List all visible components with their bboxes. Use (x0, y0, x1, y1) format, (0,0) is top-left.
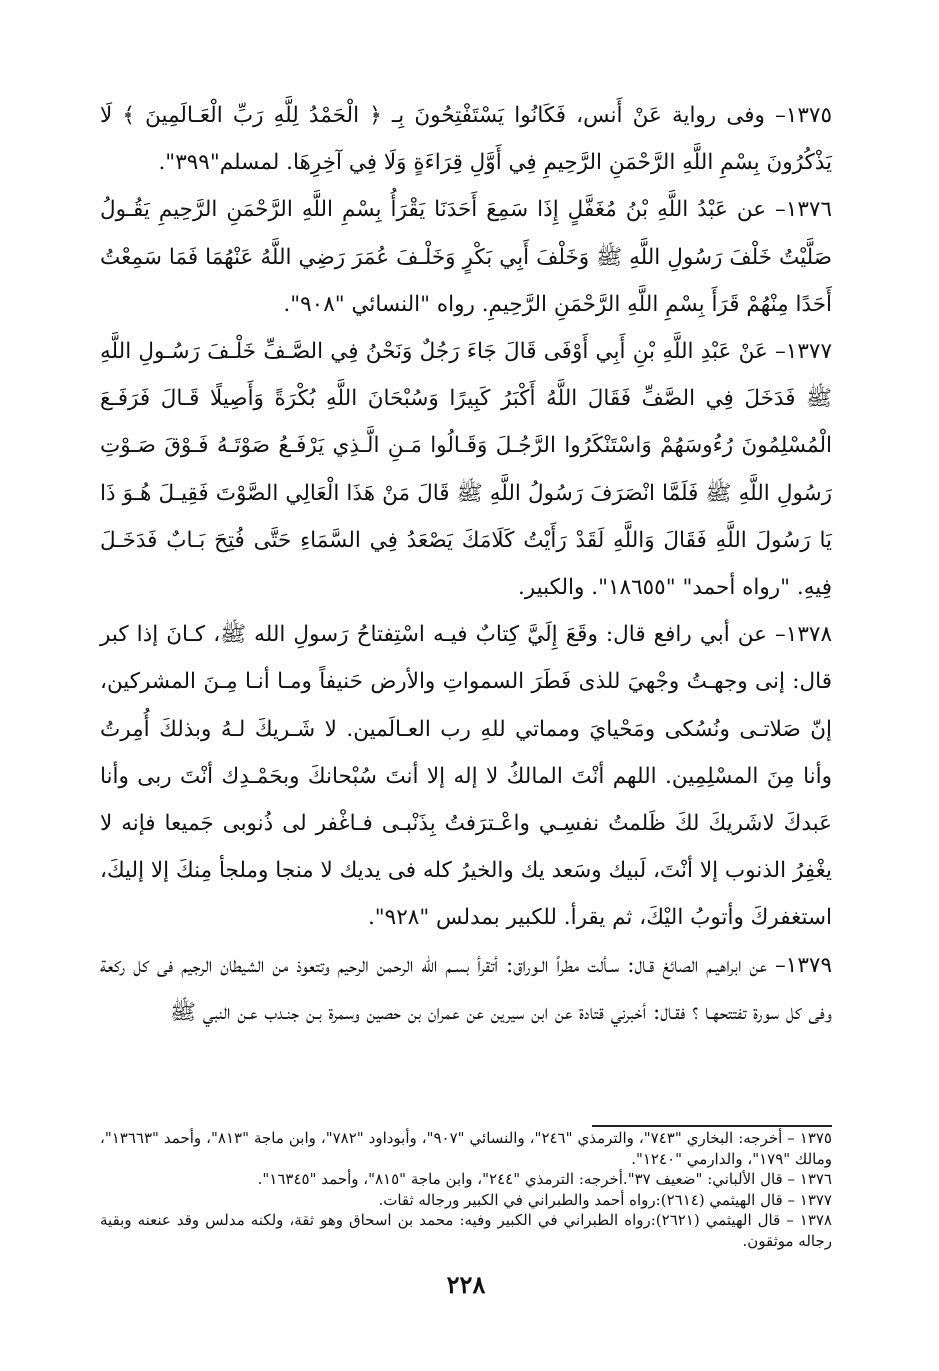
footnote-1375: ١٣٧٥ – أخرجه: البخاري "٧٤٣"، والترمذي "٢٤٦"، والنسائي "٩٠٧"، وأبوداود "٧٨٢"، وابن ماجة "٨١٣"، وأحمد "١٣٦٦٣"، ومالك "١٧٩"، والدارمي "١٢٤٠". (100, 1129, 832, 1168)
footnote-1378: ١٣٧٨ – قال الهيثمي (٢٦٢١):رواه الطبراني في الكبير وفيه: محمد بن اسحاق وهو ثقة، ولكنه مدلس وقد عنعنه وبقية رجاله موثقون. (100, 1211, 832, 1250)
footnote-1376: ١٣٧٦ – قال الألباني: "ضعيف ٣٧".أخرجه: الترمذي "٢٤٤"، وابن ماجة "٨١٥"، وأحمد "١٦٣٤٥". (257, 1170, 832, 1188)
hadith-1377: ١٣٧٧– عَنْ عَبْدِ اللَّهِ بْنِ أَبِي أَوْفَى قَالَ جَاءَ رَجُلٌ وَنَحْنُ فِي الصَّـفِّ خَلْـفَ رَسُـولِ اللَّهِ ﷺ فَدَخَلَ فِي الصَّفِّ فَقَالَ اللَّهُ أَكْبَرُ كَبِيرًا وَسُبْحَانَ اللَّهِ بُكْرَةً وَأَصِيلًا قَـالَ فَرَفَـعَ الْمُسْلِمُونَ رُءُوسَهُمْ وَاسْتَنْكَرُوا الرَّجُـلَ وَقَـالُوا مَـنِ الَّـذِي يَرْفَـعُ صَوْتَـهُ فَـوْقَ صَـوْتِ رَسُولِ اللَّهِ ﷺ فَلَمَّا انْصَرَفَ رَسُولُ اللَّهِ ﷺ قَالَ مَنْ هَذَا الْعَالِي الصَّوْتَ فَقِيـلَ هُـوَ ذَا يَا رَسُولَ اللَّهِ فَقَالَ وَاللَّهِ لَقَدْ رَأَيْتُ كَلَامَكَ يَصْعَدُ فِي السَّمَاءِ حَتَّى فُتِحَ بَـابٌ فَدَخَـلَ فِيهِ. "رواه أحمد" "١٨٦٥٥". والكبير. (100, 339, 832, 601)
page-number: ٢٢٨ (446, 1270, 486, 1299)
main-text (100, 92, 832, 1036)
footnote-divider (592, 1125, 832, 1127)
footnotes (100, 1128, 832, 1251)
hadith-1378: ١٣٧٨– عن أبي رافع قال: وقَعَ إِلَيَّ كِتابٌ فيـه اسْتِفتاحُ رَسولِ الله ﷺ، كـانَ إذا كبر قال: إنى وجهـتُ وجْهيَ للذى فَطَرَ السمواتِ والأرض حَنيفاً ومـا أنـا مِـنَ المشركين، إنّ صَلاتـى ونُسُكى ومَحْيايَ ومماتي للهِ رب العـالَمين. لا شَـريكَ لـهُ وبذلكَ أُمِرتُ وأنا مِنَ المسْلِمِين. اللهم أنْتَ المالكُ لا إله إلا أنتَ سُبْحانكَ وبحَمْـدِك أنْتَ ربى وأنا عَبدكَ لاشَريكَ لكَ ظَلمتُ نفسِـي واعْـترَفتُ بِذَنْبـى فـاغْفر لى ذُنوبى جَميعا فإنه لا يغْفِرُ الذنوب إلا أنْتَ، لَبيك وسَعد يك والخيرُ كله فى يديك لا منجا وملجأ مِنكَ إلا إليكَ، استغفركَ وأتوبُ اليْكَ، ثم يقرأ. للكبير بمدلس "٩٢٨". (100, 622, 832, 931)
hadith-1379: ١٣٧٩– عن ابراهيـم الصائغ قـال: سـألت مطراً الـوراق: أتقرأ بسـم الله الرحمن الرحيم وتتعوذ من الشيطان الرجيم فى كل ركعة وفى كل سورة تفتتحهـا ؟ فقـال: أخبرني قتادة عن ابن سيرين عن عمران بن حصين وسمرة بـن جنـدب عـن النبي ﷺ (100, 952, 832, 1025)
footnote-1377: ١٣٧٧ – قال الهيثمي (٢٦١٤):رواه أحمد والطبراني في الكبير ورجاله ثقات. (378, 1190, 832, 1209)
book-page (100, 92, 832, 1342)
hadith-1375: ١٣٧٥– وفى رواية عَنْ أَنس، فَكَانُوا يَسْتَفْتِحُونَ بِـ ﴿ الْحَمْدُ لِلَّهِ رَبِّ الْعَـالَمِينَ ﴾ لَا يَذْكُرُونَ بِسْمِ اللَّهِ الرَّحْمَنِ الرَّحِيمِ فِي أَوَّلِ قِرَاءَةٍ وَلَا فِي آخِرِهَا. لمسلم"٣٩٩". (100, 103, 832, 176)
hadith-1376: ١٣٧٦– عن عَبْدُ اللَّهِ بْنُ مُغَفَّلٍ إِذَا سَمِعَ أَحَدَنَا يَقْرَأُ بِسْمِ اللَّهِ الرَّحْمَنِ الرَّحِيمِ يَقُـولُ صَلَّيْتُ خَلْفَ رَسُولِ اللَّهِ ﷺ وَخَلْفَ أَبِي بَكْرٍ وَخَلْـفَ عُمَرَ رَضِي اللَّهُ عَنْهُمَا فَمَا سَمِعْتُ أَحَدًا مِنْهُمْ قَرَأَ بِسْمِ اللَّهِ الرَّحْمَنِ الرَّحِيمِ. رواه "النسائي "٩٠٨". (100, 197, 832, 317)
